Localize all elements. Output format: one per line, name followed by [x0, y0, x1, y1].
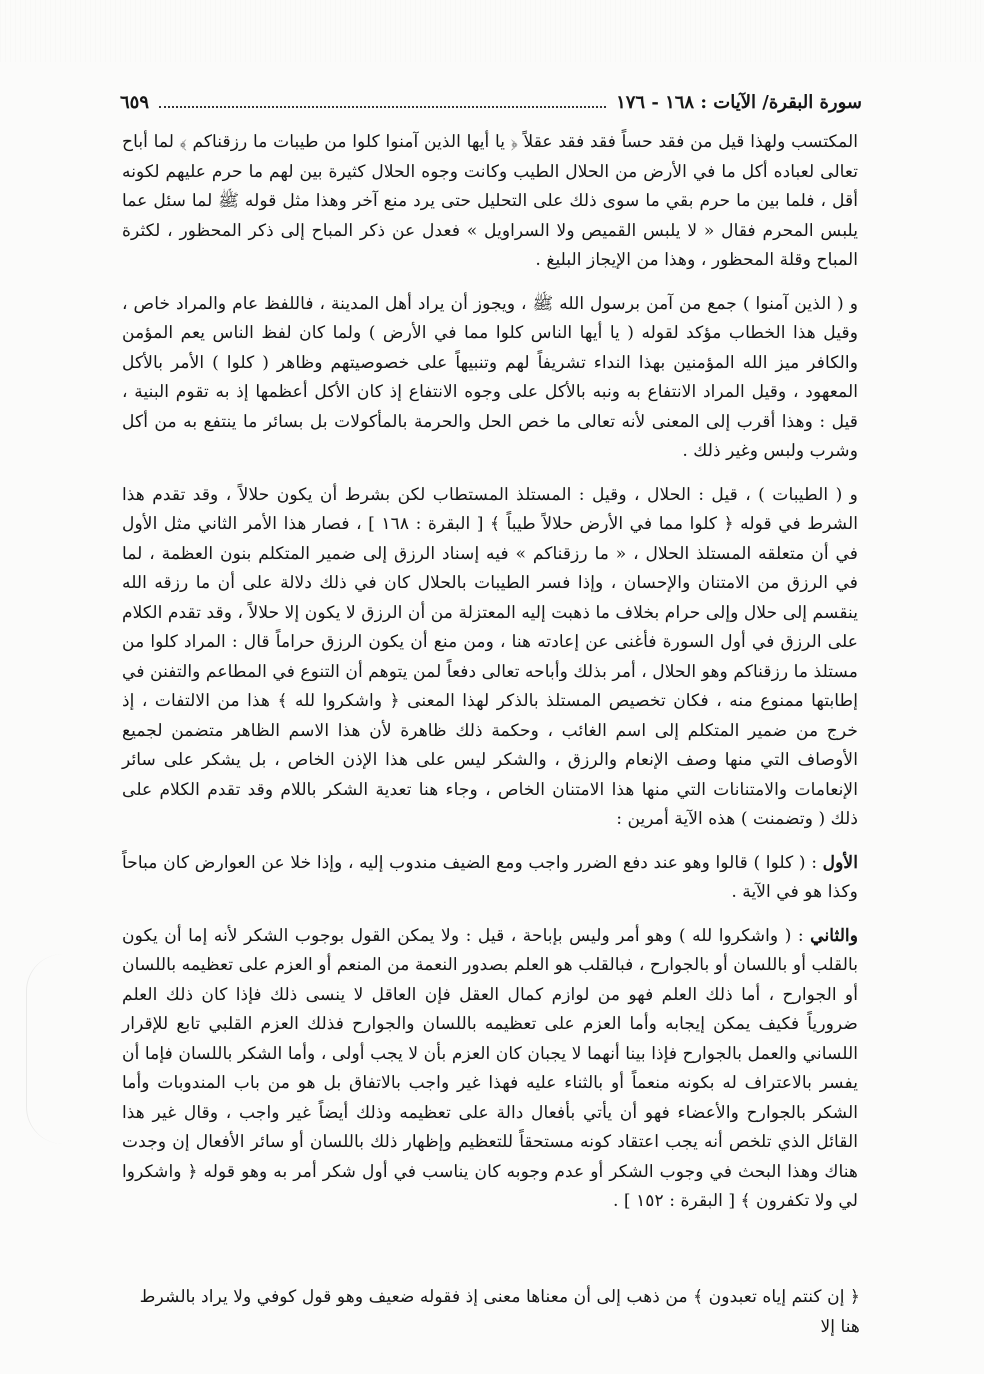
running-header: [120, 84, 862, 120]
section-label-second: والثاني: [810, 925, 859, 946]
paragraph-3: [122, 481, 858, 835]
header-title: سورة البقرة/ الآيات : ١٦٨ - ١٧٦: [616, 91, 862, 113]
final-line: ﴿ إن كنتم إياه تعبدون ﴾ من ذهب إلى أن معناها معنى إذ فقوله ضعيف وهو قول كوفي ولا يراد بالشرط هنا إلا: [139, 1287, 860, 1337]
paragraph-3-text: و ( الطيبات ) ، قيل : الحلال ، وقيل : المستلذ المستطاب لكن بشرط أن يكون حلالاً ، وقد تقدم هذا الشرط في قوله ﴿ كلوا مما في الأرض حلالاً طيباً ﴾ [ البقرة : ١٦٨ ] ، فصار هذا الأمر الثاني مثل الأول في أن متعلقه المستلذ الحلال ، « ما رزقناكم » فيه إسناد الرزق إلى ضمير المتكلم بنون العظمة ، لما في الرزق من الامتنان والإحسان ، وإذا فسر الطيبات بالحلال كان في ذلك دلالة على أن ما رزقه الله ينقسم إلى حلال وإلى حرام بخلاف ما ذهبت إليه المعتزلة من أن الرزق لا يكون إلا حلالاً ، وقد تقدم الكلام على الرزق في أول السورة فأغنى عن إعادته هنا ، ومن منع أن يكون الرزق حراماً قال : المراد كلوا من مستلذ ما رزقناكم وهو الحلال ، أمر بذلك وأباحه تعالى دفعاً لمن يتوهم أن التنوع في المطاعم والتفنن في إطابتها ممنوع منه ، فكان تخصيص المستلذ بالذكر لهذا المعنى ﴿ واشكروا لله ﴾ هذا من الالتفات ، إذ خرج من ضمير المتكلم إلى اسم الغائب ، وحكمة ذلك ظاهرة لأن هذا الاسم الظاهر متضمن لجميع الأوصاف التي منها وصف الإنعام والرزق ، والشكر ليس على هذا الإذن الخاص ، بل يشكر على سائر الإنعامات والامتنانات التي منها هذا الامتنان الخاص ، وجاء هنا تعدية الشكر باللام وقد تقدم الكلام على ذلك ( وتضمنت ) هذه الآية أمرين :: [122, 484, 858, 829]
paragraph-1: [122, 128, 858, 276]
paragraph-1-text: المكتسب ولهذا قيل من فقد حساً فقد فقد عقلاً ﴿ يا أيها الذين آمنوا كلوا من طيبات ما رزقناكم ﴾ لما أباح تعالى لعباده أكل ما في الأرض من الحلال الطيب وكانت وجوه الحلال كثيرة بين لهم ما حرم عليهم لكونه أقل ، فلما بين ما حرم بقي ما سوى ذلك على التحليل حتى يرد منع آخر وهذا مثل قوله ﷺ لما سئل عما يلبس المحرم فقال « لا يلبس القميص ولا السراويل » فعدل عن ذكر المباح إلى ذكر المحظور ، لكثرة المباح وقلة المحظور ، وهذا من الإيجاز البليغ .: [122, 132, 858, 270]
paragraph-4: [122, 849, 858, 908]
scan-noise: [0, 0, 984, 62]
page-edge-mark: [26, 954, 63, 1144]
paragraph-5: [122, 922, 858, 1217]
paragraph-2-text: و ( الذين آمنوا ) جمع من آمن برسول الله ﷺ ، ويجوز أن يراد أهل المدينة ، فاللفظ عام والمراد خاص ، وقيل هذا الخطاب مؤكد لقوله ( يا أيها الناس كلوا مما في الأرض ) ولما كان لفظ الناس يعم المؤمن والكافر ميز الله المؤمنين بهذا النداء تشريفاً لهم وتنبيهاً على خصوصيتهم وظاهر ( كلوا ) الأمر بالأكل المعهود ، وقيل المراد الانتفاع به ونبه بالأكل على وجوه الانتفاع إذ كان الأكل أعظمها إذ به تقوم البنية ، قيل : وهذا أقرب إلى المعنى لأنه تعالى ما خص الحل والحرمة بالمأكولات بل بسائر ما ينتفع به من أكل وشرب ولبس وغير ذلك .: [122, 293, 858, 461]
main-text: [122, 128, 858, 1231]
header-dot-leader: [159, 106, 606, 108]
page-number: ٦٥٩: [120, 91, 150, 113]
paragraph-4-text: : ( كلوا ) قالوا وهو عند دفع الضرر واجب ومع الضيف مندوب إليه ، وإذا خلا عن العوارض كان مباحاً وكذا هو في الآية .: [122, 852, 858, 902]
paragraph-2: [122, 290, 858, 467]
paragraph-5-text: : ( واشكروا لله ) وهو أمر وليس بإباحة ، قيل : ولا يمكن القول بوجوب الشكر لأنه إما أن يكون بالقلب أو باللسان أو بالجوارح ، فبالقلب هو العلم بصدور النعمة من المنعم أو العزم على تعظيمه باللسان أو الجوارح ، أما ذلك العلم فهو من لوازم كمال العقل فإن العاقل لا ينسى ذلك فإذا كان ذلك العلم ضرورياً فكيف يمكن إيجابه وأما العزم على تعظيمه باللسان والجوارح فذلك العزم القلبي تابع للإقرار اللساني والعمل بالجوارح فإذا بينا أنهما لا يجبان كان العزم بأن لا يجب أولى ، وأما الشكر باللسان فإما أن يفسر بالاعتراف له بكونه منعماً أو بالثناء عليه فهذا غير واجب بالاتفاق بل هو من باب المندوبات وأما الشكر بالجوارح والأعضاء فهو أن يأتي بأفعال دالة على تعظيمه وذلك أيضاً غير واجب ، وقال غير هذا القائل الذي تلخص أنه يجب اعتقاد كونه مستحقاً للتعظيم وإظهار ذلك باللسان أو سائر الأفعال إن وجدت هناك وهذا البحث في وجوب الشكر أو عدم وجوبه كان يناسب في أول شكر أمر به وهو قوله ﴿ واشكروا لي ولا تكفرون ﴾ [ البقرة : ١٥٢ ] .: [122, 925, 858, 1211]
section-label-first: الأول: [822, 852, 859, 873]
